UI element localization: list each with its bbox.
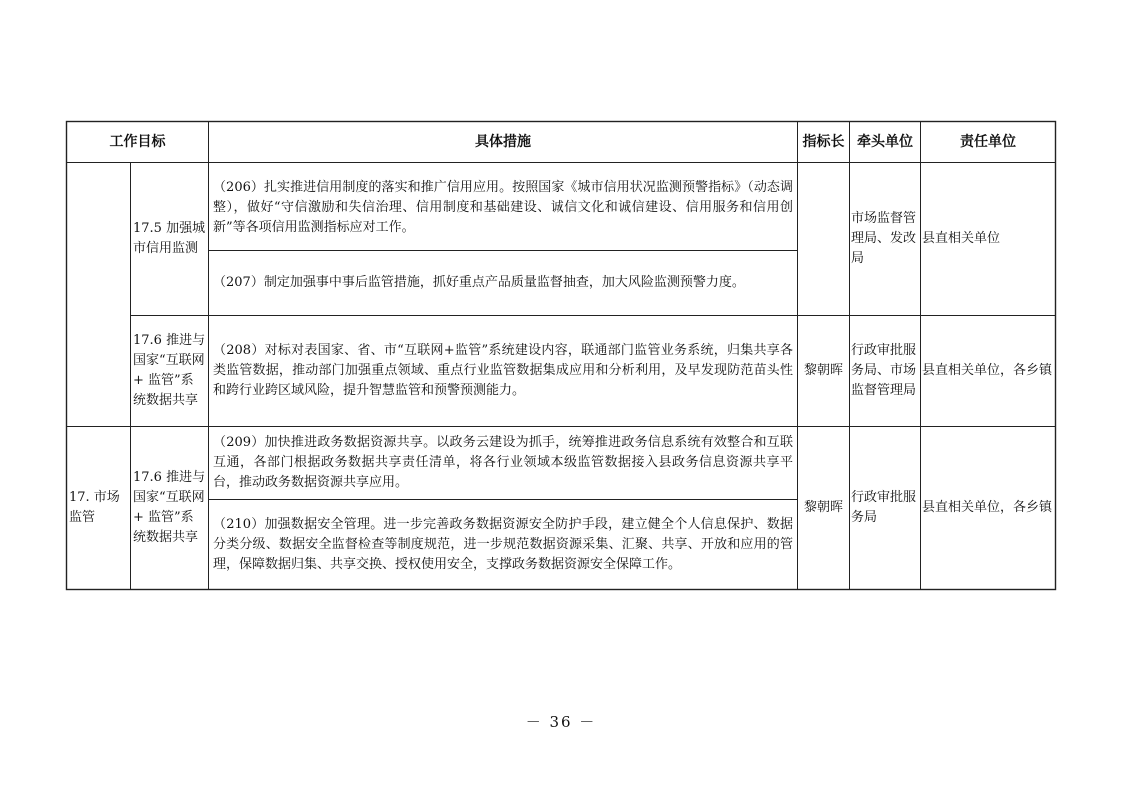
lead-unit-17-6-a: 行政审批服务局、市场监督管理局 <box>851 343 917 398</box>
sub-goal-17-6-b: 17.6 推进与国家“互联网+ 监管”系统数据共享 <box>133 470 206 545</box>
measure-210: （210）加强数据安全管理。进一步完善政务数据资源安全防护手段，建立健全个人信息保护、数据分类分级、数据安全监督检查等制度规范，进一步规范数据资源采集、汇聚、共享、开放和应用的管理，保障数据归集、共享交换、授权使用安全，支撑政务数据资源安全保障工作。 <box>213 516 793 572</box>
responsible-unit-17-5: 县直相关单位 <box>922 231 1001 246</box>
header-responsible-unit: 责任单位 <box>960 134 1016 150</box>
sub-goal-17-6-a: 17.6 推进与国家“互联网+ 监管”系统数据共享 <box>133 333 206 408</box>
lead-unit-17-5: 市场监督管理局、发改局 <box>851 211 917 266</box>
indicator-lead-a: 黎朝晖 <box>803 363 843 378</box>
lead-unit-b: 行政审批服务局 <box>851 490 917 525</box>
measure-207: （207）制定加强事中事后监管措施，抓好重点产品质量监督抽查，加大风险监测预警力度。 <box>213 275 745 290</box>
page-number: － 36 － <box>525 713 597 731</box>
responsible-unit-b: 县直相关单位，各乡镇 <box>922 500 1053 515</box>
responsible-unit-17-6-a: 县直相关单位，各乡镇 <box>922 363 1053 378</box>
header-indicator-lead: 指标长 <box>802 134 845 150</box>
measure-209: （209）加快推进政务数据资源共享。以政务云建设为抓手，统筹推进政务信息系统有效整合和互联互通，各部门根据政务数据共享责任清单，将各行业领域本级监管数据接入县政务信息资源共享平台，推动政务数据资源共享应用。 <box>213 435 793 490</box>
measure-208: （208）对标对表国家、省、市“互联网+监管”系统建设内容，联通部门监管业务系统，归集共享各类监管数据，推动部门加强重点领域、重点行业监管数据集成应用和分析利用，及早发现防范苗头性和跨行业跨区域风险，提升智慧监管和预警预测能力。 <box>213 343 793 398</box>
main-goal-17: 17. 市场监管 <box>69 490 120 525</box>
sub-goal-17-5: 17.5 加强城市信用监测 <box>133 221 206 256</box>
header-goal: 工作目标 <box>109 134 166 150</box>
indicator-lead-b: 黎朝晖 <box>803 500 843 515</box>
header-measures: 具体措施 <box>475 134 531 150</box>
measure-206: （206）扎实推进信用制度的落实和推广信用应用。按照国家《城市信用状况监测预警指标》（动态调整），做好“守信激励和失信治理、信用制度和基础建设、诚信文化和诚信建设、信用服务和信用创新”等各项信用监测指标应对工作。 <box>213 180 793 235</box>
header-lead-unit: 牵头单位 <box>857 134 913 150</box>
